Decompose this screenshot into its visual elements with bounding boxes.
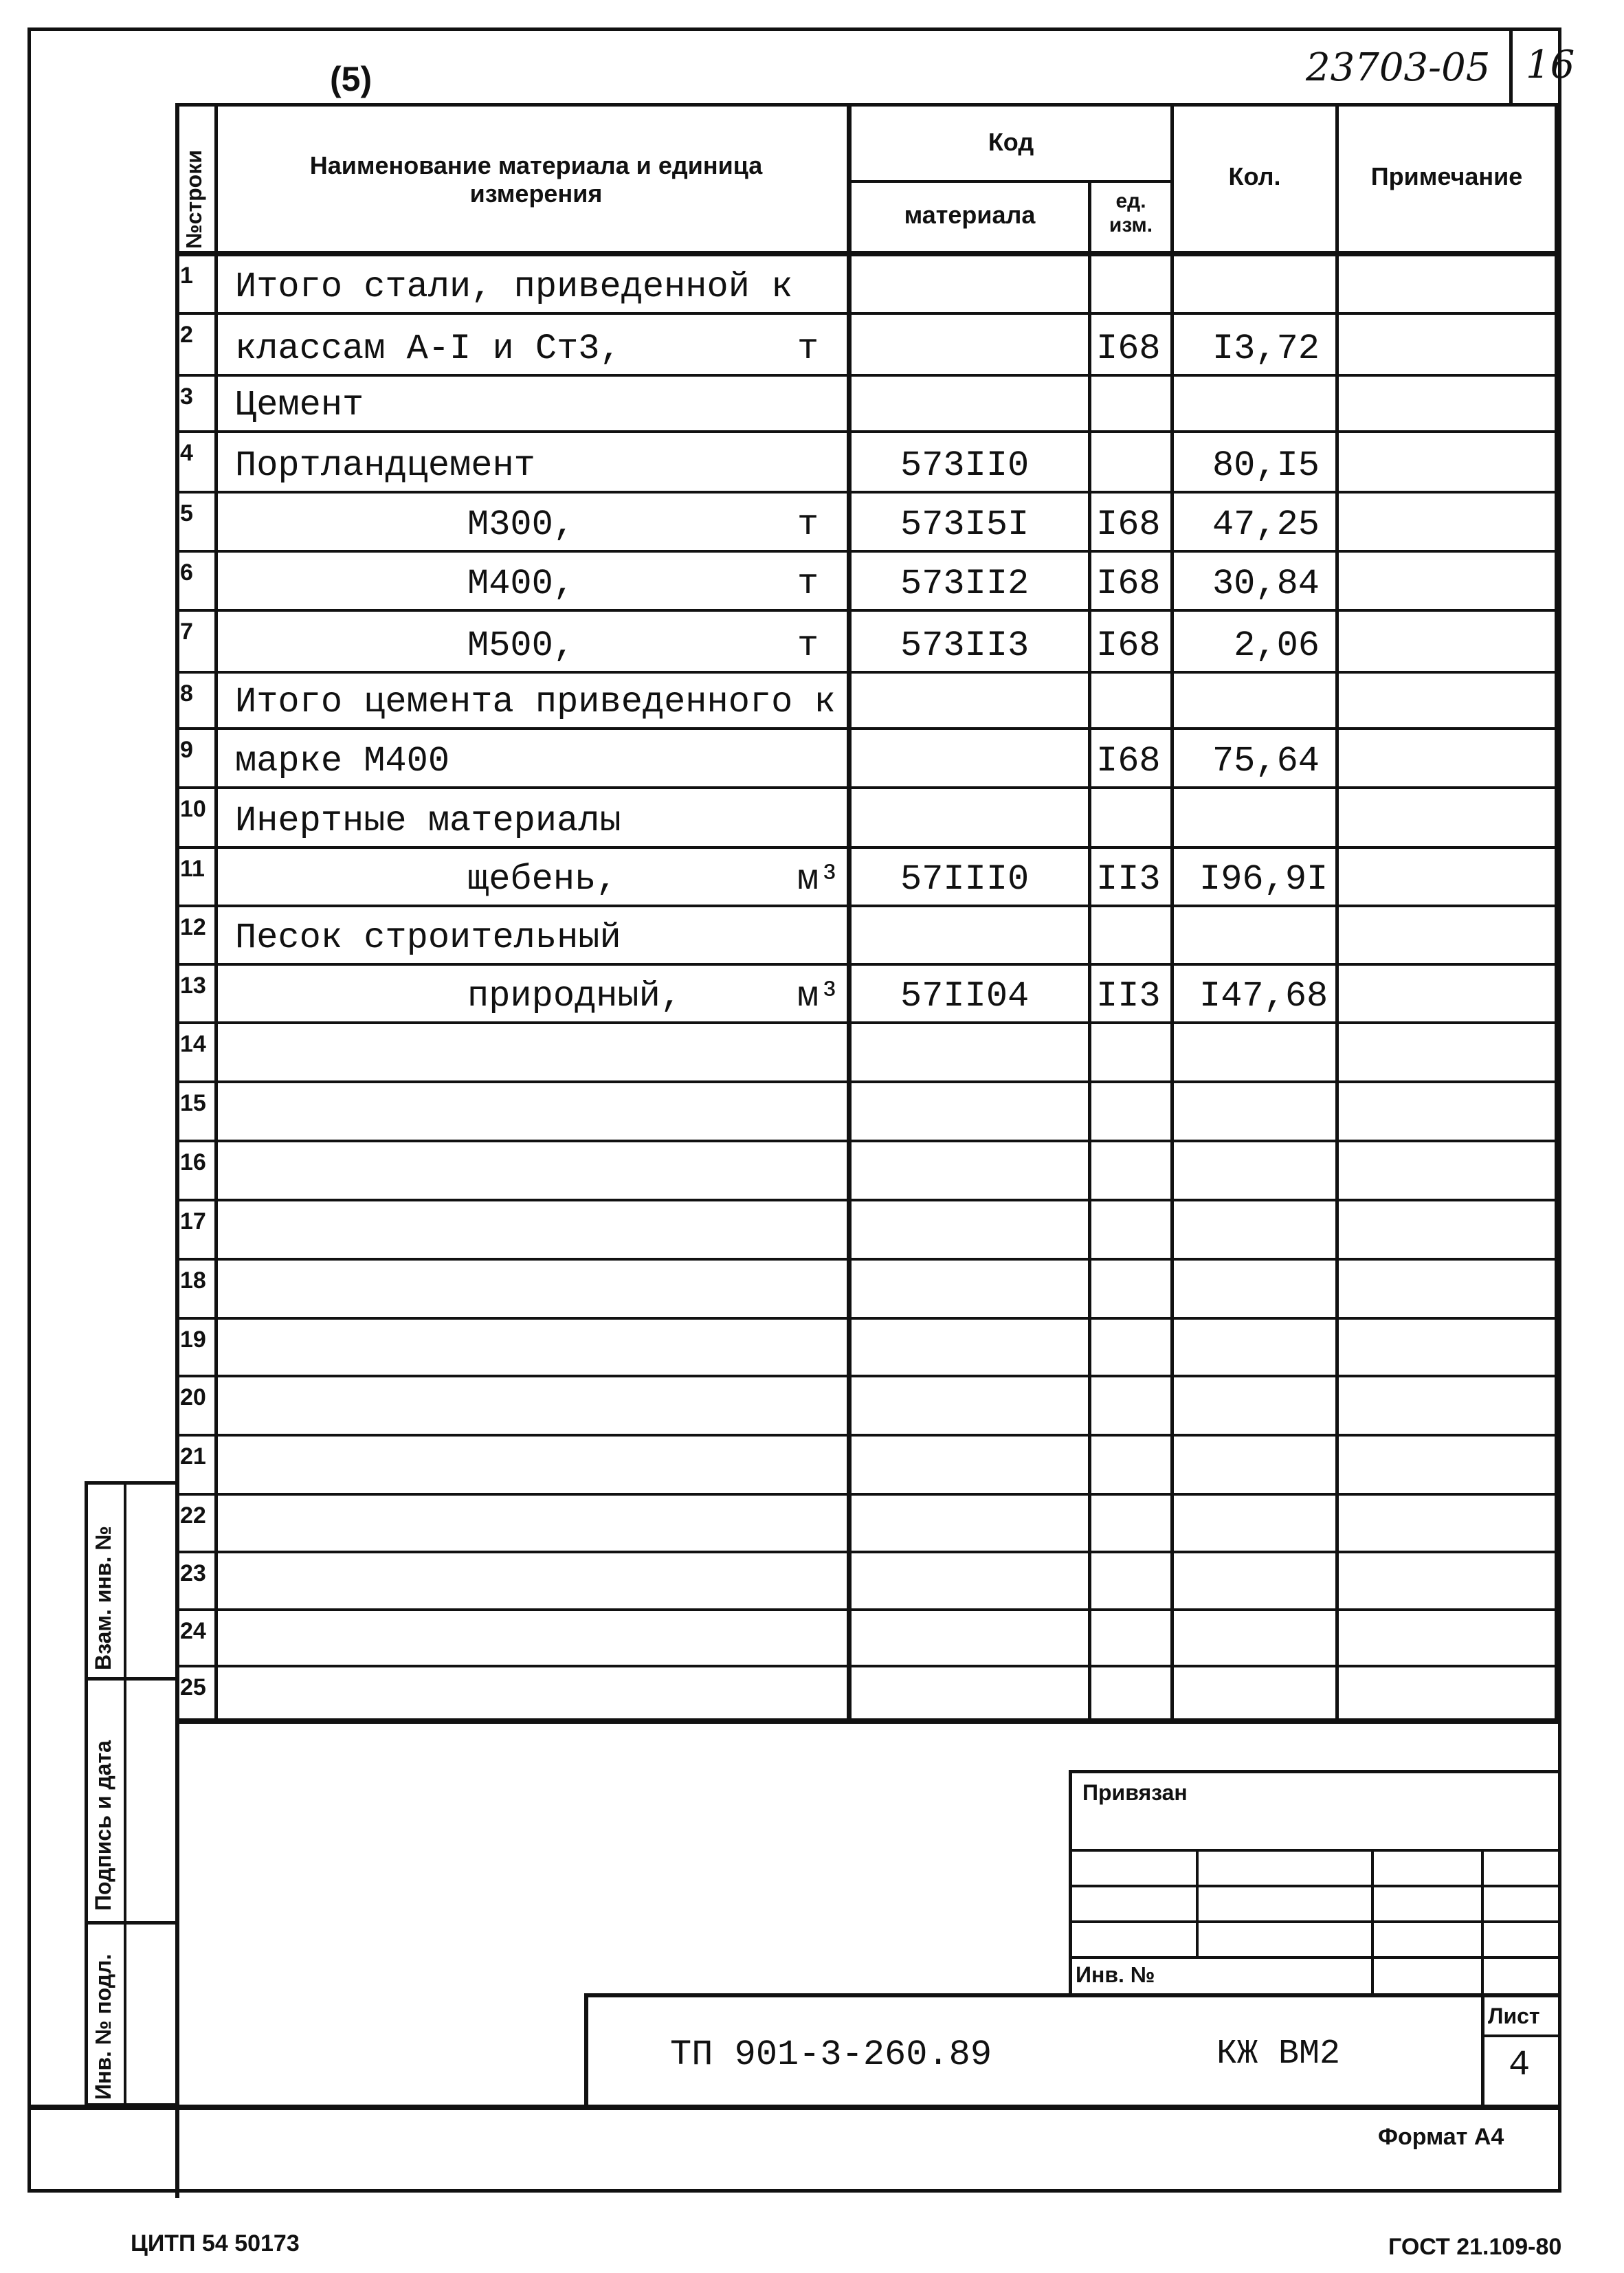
row-divider	[175, 1140, 1558, 1142]
row-number: 18	[180, 1267, 206, 1294]
quantity: 30,84	[1212, 564, 1320, 604]
table-row	[175, 1142, 1558, 1201]
doc-code: 23703-05	[1306, 45, 1491, 90]
row-number: 19	[180, 1327, 206, 1353]
row-number: 24	[180, 1618, 206, 1644]
page-marker: (5)	[330, 60, 372, 98]
row-number: 1	[180, 263, 193, 289]
unit-code: I68	[1096, 329, 1161, 369]
row-number: 23	[180, 1560, 206, 1586]
unit-code: II3	[1096, 859, 1161, 900]
row-divider	[175, 846, 1558, 849]
row-number: 13	[180, 973, 206, 999]
quantity: 2,06	[1234, 625, 1320, 666]
material-code: 573II2	[900, 564, 1030, 604]
row-number: 9	[180, 737, 193, 763]
material-name: Итого стали, приведенной к	[235, 267, 793, 307]
table-row	[175, 1083, 1558, 1142]
table-row	[175, 377, 1558, 433]
unit-code: I68	[1096, 564, 1161, 604]
privyazan-line-1	[1069, 1849, 1558, 1852]
row-divider	[175, 550, 1558, 553]
material-code: 57III0	[900, 859, 1030, 900]
side-stamp-line-2	[85, 1921, 179, 1925]
row-divider	[175, 727, 1558, 730]
row-divider	[175, 1080, 1558, 1083]
list-divider	[1481, 2034, 1558, 2037]
side-stamp-inv-podl: Инв. № подл.	[91, 1953, 115, 2100]
row-divider	[175, 905, 1558, 907]
col-header-code-material: материала	[904, 201, 1036, 229]
unit-of-measure: т	[797, 505, 819, 545]
row-divider	[175, 609, 1558, 612]
row-number: 22	[180, 1503, 206, 1529]
unit-of-measure: т	[797, 329, 819, 369]
title-block-bottom-line	[27, 2105, 1561, 2110]
table-row	[175, 849, 1558, 907]
unit-code: I68	[1096, 741, 1161, 781]
row-number: 6	[180, 559, 193, 586]
table-row	[175, 1201, 1558, 1261]
table-row	[175, 1320, 1558, 1377]
row-number: 11	[180, 856, 205, 882]
table-row	[175, 612, 1558, 674]
row-divider	[175, 491, 1558, 494]
format-label: Формат А4	[1378, 2124, 1504, 2150]
row-divider	[175, 1021, 1558, 1024]
unit-code: II3	[1096, 976, 1161, 1017]
col-header-note: Примечание	[1370, 162, 1523, 190]
table-row	[175, 553, 1558, 612]
quantity: I96,9I	[1199, 859, 1328, 900]
row-number: 10	[180, 796, 206, 822]
row-number: 14	[180, 1031, 206, 1057]
unit-of-measure: м³	[797, 976, 841, 1017]
col-header-qty: Кол.	[1228, 162, 1281, 190]
row-divider	[175, 1258, 1558, 1261]
material-code: 573II3	[900, 625, 1030, 666]
col-header-name: Наименование материала и единица измерения	[309, 151, 763, 208]
material-code: 573II0	[900, 445, 1030, 486]
row-number: 3	[180, 384, 193, 410]
doc-number: ТП 901-3-260.89	[670, 2034, 992, 2075]
table-row	[175, 1553, 1558, 1611]
row-number: 2	[180, 322, 193, 348]
unit-of-measure: т	[797, 625, 819, 666]
material-name: щебень,	[467, 859, 618, 900]
material-code: 57II04	[900, 976, 1030, 1017]
row-divider	[175, 1493, 1558, 1496]
material-name: Песок строительный	[235, 918, 621, 958]
quantity: I3,72	[1212, 329, 1320, 369]
row-number: 4	[180, 440, 193, 466]
table-row	[175, 1377, 1558, 1437]
material-name: классам А-I и Ст3,	[235, 329, 621, 369]
code-subheader-line	[847, 180, 1173, 183]
footer-left: ЦИТП 54 50173	[131, 2230, 300, 2257]
material-code: 573I5I	[900, 505, 1030, 545]
quantity: 80,I5	[1212, 445, 1320, 486]
row-divider	[175, 374, 1558, 377]
unit-of-measure: т	[797, 564, 819, 604]
table-row	[175, 1496, 1558, 1553]
table-row	[175, 1437, 1558, 1496]
side-stamp-vzam: Взам. инв. №	[91, 1526, 115, 1670]
col-header-code: Код	[988, 128, 1034, 156]
table-row	[175, 1261, 1558, 1320]
material-name: Цемент	[235, 385, 364, 425]
row-number: 20	[180, 1384, 206, 1410]
row-number: 15	[180, 1090, 206, 1116]
row-number: 16	[180, 1149, 206, 1175]
privyazan-line-2	[1069, 1885, 1558, 1887]
privyazan-col-2	[1371, 1849, 1374, 1997]
material-name: М300,	[467, 505, 575, 545]
quantity: 47,25	[1212, 505, 1320, 545]
row-divider	[175, 312, 1558, 315]
material-name: М400,	[467, 564, 575, 604]
material-name: М500,	[467, 625, 575, 666]
inv-no-label: Инв. №	[1076, 1962, 1155, 1987]
side-stamp-podpis: Подпись и дата	[91, 1740, 115, 1911]
unit-code: I68	[1096, 625, 1161, 666]
table-row	[175, 966, 1558, 1024]
privyazan-label: Привязан	[1082, 1780, 1188, 1805]
row-divider	[175, 671, 1558, 674]
privyazan-line-4	[1069, 1956, 1558, 1959]
header-divider	[1509, 30, 1513, 104]
table-row	[175, 494, 1558, 553]
side-stamp-inner-line	[124, 1481, 126, 2107]
list-label: Лист	[1488, 2004, 1540, 2028]
doc-mark: КЖ ВМ2	[1216, 2034, 1341, 2074]
material-name: Итого цемента приведенного к	[235, 682, 836, 722]
row-number: 25	[180, 1674, 206, 1700]
table-row	[175, 1667, 1558, 1718]
row-divider	[175, 1317, 1558, 1320]
row-number: 12	[180, 914, 206, 940]
unit-of-measure: м³	[797, 859, 841, 900]
sheet-handwritten: 16	[1526, 43, 1575, 87]
row-number: 5	[180, 500, 193, 526]
unit-code: I68	[1096, 505, 1161, 545]
row-number: 21	[180, 1443, 206, 1470]
row-divider	[175, 786, 1558, 789]
col-header-code-unit: ед. изм.	[1109, 190, 1153, 236]
row-divider	[175, 1551, 1558, 1553]
privyazan-col-3	[1481, 1849, 1484, 1997]
table-bottom-line	[175, 1718, 1558, 1724]
table-row	[175, 1611, 1558, 1667]
quantity: I47,68	[1199, 976, 1328, 1017]
row-divider	[175, 963, 1558, 966]
row-divider	[175, 1199, 1558, 1201]
row-divider	[175, 1608, 1558, 1611]
row-divider	[175, 430, 1558, 433]
footer-right: ГОСТ 21.109-80	[1388, 2234, 1562, 2260]
quantity: 75,64	[1212, 741, 1320, 781]
row-number: 17	[180, 1208, 206, 1234]
row-number: 7	[180, 619, 193, 645]
row-divider	[175, 1665, 1558, 1667]
row-divider	[175, 1375, 1558, 1377]
material-name: Портландцемент	[235, 445, 535, 486]
material-name: Инертные материалы	[235, 801, 621, 841]
row-divider	[175, 1434, 1558, 1437]
list-col-line	[1481, 1993, 1484, 2110]
list-value: 4	[1509, 2045, 1531, 2085]
row-number: 8	[180, 680, 193, 707]
side-stamp-line-1	[85, 1677, 179, 1681]
material-name: марке М400	[235, 741, 450, 781]
privyazan-line-3	[1069, 1920, 1558, 1923]
privyazan-col-1	[1196, 1849, 1199, 1956]
col-header-row-no: №строки	[181, 150, 206, 249]
material-name: природный,	[467, 976, 682, 1017]
table-row	[175, 1024, 1558, 1083]
